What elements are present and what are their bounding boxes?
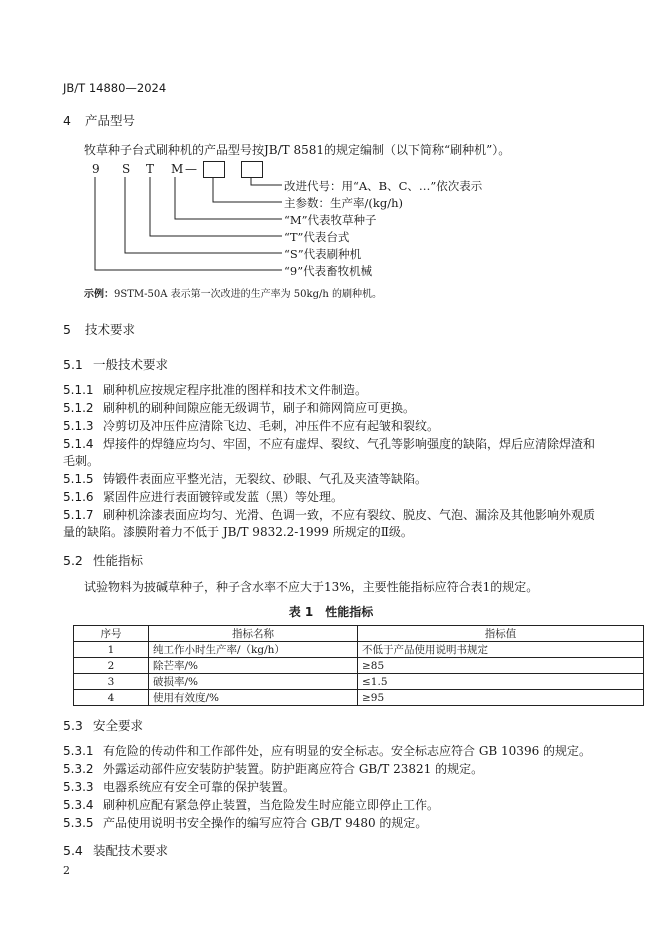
clause-5-3-3	[63, 778, 295, 795]
clause-text: 有危险的传动件和工作部件处，应有明显的安全标志。安全标志应符合 GB 10396 的规定。	[103, 744, 592, 758]
section-title: 装配技术要求	[93, 843, 169, 858]
table-cell: ≥85	[358, 658, 644, 674]
clause-text: 焊接件的焊缝应均匀、牢固，不应有虚焊、裂纹、气孔等影响强度的缺陷，焊后应清除焊渣和	[103, 437, 596, 451]
section-number: 5.4	[63, 843, 83, 858]
model-char-m: M	[171, 162, 184, 176]
document-id: JB/T 14880—2024	[63, 81, 167, 95]
table-header-cell: 指标值	[358, 626, 644, 642]
table-cell: 破损率/%	[149, 674, 358, 690]
clause-number: 5.1.4	[63, 437, 94, 451]
table-cell: ≥95	[358, 690, 644, 706]
section-5-3-heading	[63, 716, 143, 734]
model-char-9: 9	[92, 162, 100, 176]
example-label: 示例：	[84, 289, 114, 300]
clause-number: 5.1.5	[63, 472, 94, 486]
section-5-4-heading	[63, 841, 168, 859]
clause-5-3-4	[63, 796, 439, 813]
table-cell: 4	[74, 690, 149, 706]
clause-text: 产品使用说明书安全操作的编写应符合 GB/T 9480 的规定。	[103, 816, 428, 830]
table-cell: 纯工作小时生产率/（kg/h）	[149, 642, 358, 658]
section-number: 5.2	[63, 553, 83, 568]
table-row	[74, 658, 644, 674]
table-cell: 除芒率/%	[149, 658, 358, 674]
clause-text: 外露运动部件应安装防护装置。防护距离应符合 GB/T 23821 的规定。	[103, 762, 484, 776]
clause-5-1-1	[63, 381, 367, 398]
clause-number: 5.3.5	[63, 816, 94, 830]
clause-text: 刷种机涂漆表面应均匀、光滑、色调一致，不应有裂纹、脱皮、气泡、漏涂及其他影响外观质	[103, 508, 596, 522]
section-number: 5	[63, 322, 71, 337]
clause-number: 5.1.2	[63, 401, 94, 415]
section-title: 技术要求	[85, 322, 136, 337]
clause-number: 5.3.3	[63, 780, 94, 794]
clause-number: 5.1.3	[63, 419, 94, 433]
section-title: 产品型号	[85, 113, 136, 128]
section-5-2-heading	[63, 551, 143, 569]
table-cell: 1	[74, 642, 149, 658]
clause-text: 刷种机应按规定程序批准的图样和技术文件制造。	[103, 383, 368, 397]
page-number: 2	[63, 864, 70, 877]
clause-5-3-1	[63, 742, 591, 759]
clause-5-1-5	[63, 470, 427, 487]
section-number: 4	[63, 113, 71, 128]
section-5-2-intro: 试验物料为披碱草种子，种子含水率不应大于13%，主要性能指标应符合表1的规定。	[84, 580, 539, 594]
clause-number: 5.3.2	[63, 762, 94, 776]
table-cell: 3	[74, 674, 149, 690]
section-number: 5.3	[63, 718, 83, 733]
clause-5-1-4-continued: 毛刺。	[63, 454, 100, 468]
table-header-cell: 指标名称	[149, 626, 358, 642]
clause-number: 5.3.1	[63, 744, 94, 758]
section-5-heading	[63, 320, 135, 338]
model-char-t: T	[146, 162, 155, 176]
clause-5-3-2	[63, 760, 483, 777]
model-example	[84, 285, 382, 300]
clause-text: 冷剪切及冲压件应清除飞边、毛刺，冲压件不应有起皱和裂纹。	[103, 419, 440, 433]
table-cell: ≤1.5	[358, 674, 644, 690]
table-cell: 使用有效度/%	[149, 690, 358, 706]
clause-number: 5.1.6	[63, 490, 94, 504]
table-row	[74, 674, 644, 690]
clause-number: 5.1.7	[63, 508, 94, 522]
clause-number: 5.1.1	[63, 383, 94, 397]
section-number: 5.1	[63, 357, 83, 372]
label-9: “9”代表畜牧机械	[284, 264, 373, 278]
section-title: 性能指标	[93, 553, 144, 568]
clause-5-1-2	[63, 399, 415, 416]
label-s: “S”代表刷种机	[284, 247, 362, 261]
clause-text: 刷种机的刷种间隙应能无级调节，刷子和筛网筒应可更换。	[103, 401, 416, 415]
model-char-dash: —	[185, 162, 197, 176]
label-improvement-code: 改进代号：用“A、B、C、…”依次表示	[284, 179, 483, 193]
table-header-row	[74, 626, 644, 642]
label-m: “M”代表牧草种子	[284, 213, 377, 227]
label-t: “T”代表台式	[284, 230, 350, 244]
clause-5-1-7-continued: 量的缺陷。漆膜附着力不低于 JB/T 9832.2-1999 所规定的Ⅱ级。	[63, 525, 413, 539]
table-row	[74, 690, 644, 706]
performance-table	[73, 625, 644, 706]
clause-5-1-4	[63, 435, 595, 452]
section-4-intro: 牧草种子台式刷种机的产品型号按JB/T 8581的规定编制（以下简称“刷种机”）。	[84, 143, 511, 157]
table-caption: 表 1 性能指标	[288, 605, 374, 619]
clause-text: 刷种机应配有紧急停止装置，当危险发生时应能立即停止工作。	[103, 798, 440, 812]
label-main-param: 主参数：生产率/(kg/h)	[284, 196, 403, 210]
clause-5-1-7	[63, 506, 595, 523]
clause-number: 5.3.4	[63, 798, 94, 812]
table-cell: 2	[74, 658, 149, 674]
clause-text: 电器系统应有安全可靠的保护装置。	[103, 780, 296, 794]
clause-5-1-3	[63, 417, 439, 434]
table-header-cell: 序号	[74, 626, 149, 642]
section-title: 一般技术要求	[93, 357, 169, 372]
clause-text: 紧固件应进行表面镀锌或发蓝（黑）等处理。	[103, 490, 344, 504]
clause-5-3-5	[63, 814, 427, 831]
section-5-1-heading	[63, 355, 168, 373]
clause-text: 铸锻件表面应平整光洁，无裂纹、砂眼、气孔及夹渣等缺陷。	[103, 472, 428, 486]
table-row	[74, 642, 644, 658]
example-text: 9STM-50A 表示第一次改进的生产率为 50kg/h 的刷种机。	[114, 289, 382, 300]
section-title: 安全要求	[93, 718, 144, 733]
model-char-s: S	[122, 162, 131, 176]
table-cell: 不低于产品使用说明书规定	[358, 642, 644, 658]
clause-5-1-6	[63, 488, 343, 505]
